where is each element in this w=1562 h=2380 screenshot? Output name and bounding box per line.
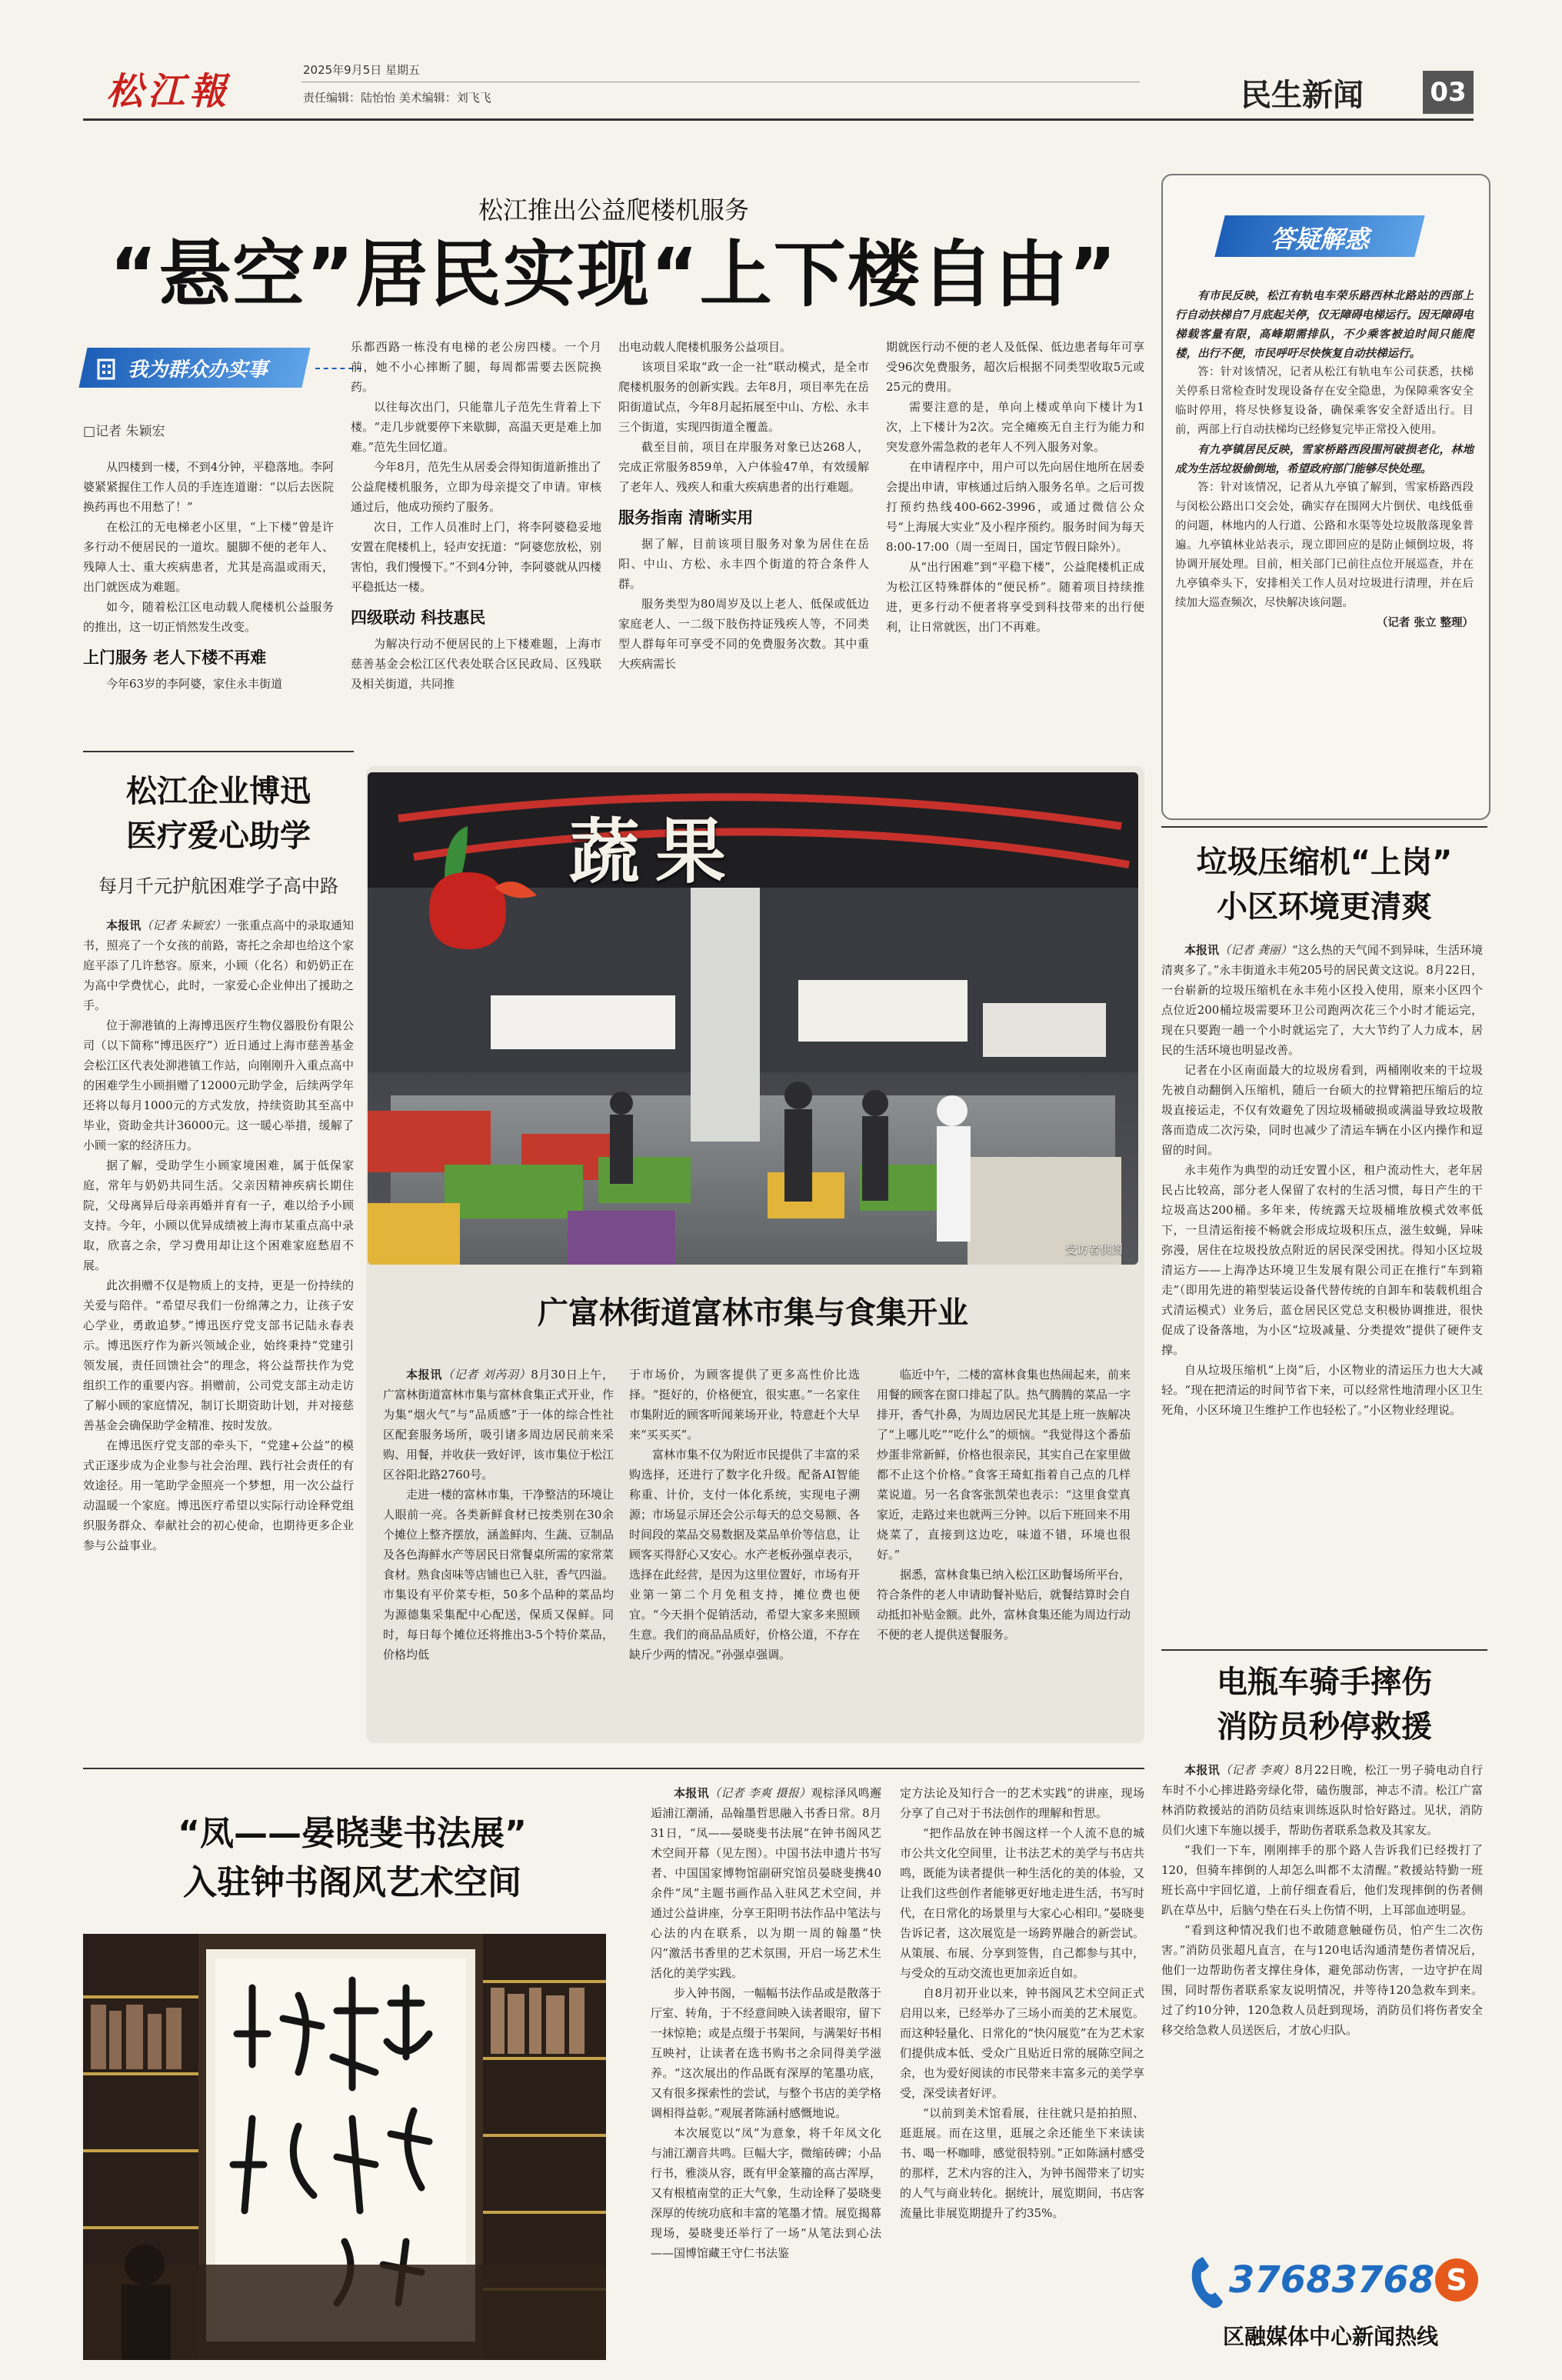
lead-headline: “悬空”居民实现“上下楼自由” <box>109 233 1118 317</box>
garbage-paragraph: 永丰苑作为典型的动迁安置小区，租户流动性大，老年居民占比较高，部分老人保留了农村的生活习惯，每日产生的干垃圾高达200桶。多年来，传统露天垃圾桶堆放模式效率低下，一旦清运衔接不畅就会形成垃圾积压点，滋生蚊蝇，异味弥漫，居住在垃圾投放点附近的居民深受困扰。得知小区垃圾清运方——上海净达环境卫生发展有限公司正在推行“车到箱走”（即用先进的箱型装运设备代替传统的自卸车和装载机组合式清运模式）业务后，蓝仓居民区党总支积极协调推进，很快促成了设备落地，为小区“垃圾减量、分类提效”提供了硬件支撑。 <box>1161 1163 1483 1357</box>
market-paragraph: 据悉，富林食集已纳入松江区助餐场所平台，符合条件的老人申请助餐补贴后，就餐结算时会自动抵扣补贴金额。此外，富林食集还能为周边行动不便的老人提供送餐服务。 <box>877 1568 1131 1642</box>
column-tag-label: 我为群众办实事 <box>128 358 268 382</box>
lead-paragraph: 次日，工作人员准时上门，将李阿婆稳妥地安置在爬楼机上，轻声安抚道：“阿婆您放松，别害怕，我们慢慢下。”不到4分钟，李阿婆就从四楼平稳抵达一楼。 <box>351 520 601 594</box>
lead-subhead: 四级联动 科技惠民 <box>351 608 486 627</box>
lead-paragraph: 期就医行动不便的老人及低保、低边患者每年可享受96次免费服务，超次后根据不同类型收取5元或25元的费用。 <box>886 340 1144 394</box>
calligraphy-reporter: （记者 李爽 摄报） <box>708 1786 811 1800</box>
corp-paragraph: 据了解，受助学生小顾家境困难，属于低保家庭，常年与奶奶共同生活。父亲因精神疾病长期住院，父母离异后母亲再婚并育有一子，难以给予小顾支持。今年，小顾以优异成绩被上海市某重点高中录取，欣喜之余，学习费用却让这个困难家庭愁眉不展。 <box>83 1158 354 1272</box>
lead-paragraph: 从“出行困难”到“平稳下楼”，公益爬楼机正成为松江区特殊群体的“便民桥”。随着项目持续推进，更多行动不便者将享受到科技带来的出行便利，让日常就医，出门不再难。 <box>886 560 1144 634</box>
garbage-reporter: （记者 龚丽） <box>1219 943 1292 957</box>
lead-paragraph: 服务类型为80周岁及以上老人、低保或低边家庭老人、一二级下肢伤持证残疾人等，不同类型人群每年可享受不同的免费服务次数。其中重大疾病需长 <box>618 597 869 671</box>
lead-column-1 <box>83 457 334 694</box>
garbage-body <box>1161 940 1483 1420</box>
editor-credits: 责任编辑：陆怡怡 美术编辑：刘飞飞 <box>303 91 491 105</box>
issue-date: 2025年9月5日 星期五 <box>303 63 421 77</box>
photo-credit: 受访者供图 <box>1064 1242 1123 1256</box>
calligraphy-headline-line: 入驻钟书阁风艺术空间 <box>183 1863 521 1902</box>
lead-subhead: 服务指南 清晰实用 <box>618 508 754 527</box>
market-paragraph: 于市场价，为顾客提供了更多高性价比选择。“挺好的，价格便宜，很实惠。”一名家住市集附近的顾客听闻莱场开业，特意赶个大早来“买买买”。 <box>629 1368 861 1442</box>
lead-paragraph: 从四楼到一楼，不到4分钟，平稳落地。李阿婆紧紧握住工作人员的手连连道谢：“以后去医院换药再也不用愁了！” <box>83 460 334 514</box>
market-column-1 <box>383 1365 614 1665</box>
garbage-paragraph: 记者在小区南面最大的垃圾房看到，两桶刚收来的干垃圾先被自动翻倒入压缩机，随后一台硕大的拉臂箱把压缩后的垃圾直接运走，不仅有效避免了因垃圾桶破损或满溢导致垃圾散落而造成二次污染，同时也减少了清运车辆在小区内操作和逗留的时间。 <box>1161 1063 1483 1157</box>
market-sign: 蔬果 <box>569 811 742 893</box>
rescue-headline-line: 消防员秒停救援 <box>1217 1709 1432 1745</box>
garbage-headline-line: 垃圾压缩机“上岗” <box>1196 845 1453 880</box>
hotline-box <box>1184 2254 1477 2354</box>
lead-column-3 <box>618 337 869 674</box>
lead-paragraph: 需要注意的是，单向上楼或单向下楼计为1次，上下楼计为2次。完全瘫痪无自主行为能力和突发意外需急救的老年人不列入服务对象。 <box>886 400 1144 454</box>
lead-kicker: 松江推出公益爬楼机服务 <box>478 195 749 225</box>
market-reporter: （记者 刘芮羽） <box>442 1368 531 1382</box>
market-column-2 <box>629 1365 860 1665</box>
qa-tag-label: 答疑解惑 <box>1270 225 1369 254</box>
rescue-body <box>1161 1760 1483 2040</box>
masthead <box>83 28 1474 120</box>
phone-icon <box>1189 2255 1227 2311</box>
qa-answer: 答：针对该情况，记者从九亭镇了解到，雪家桥路西段与闵松公路出口交会处，确实存在围网大片倒伏、电线低垂的问题，林地内的人行道、公路和水渠等处垃圾散落现象普遍。九亭镇林业站表示，现立即回应的是防止倾倒垃圾，将协调开展处理。目前，相关部门已前往点位开展巡查，并在九亭镇牵头下，安排相关工作人员对垃圾进行清理，并在后续加大巡查频次，尽快解决该问题。 <box>1175 482 1474 609</box>
lead-paragraph: 在松江的无电梯老小区里，“上下楼”曾是许多行动不便居民的一道坎。腿脚不便的老年人、残障人士、重大疾病患者，尤其是高温或雨天，出门就医成为难题。 <box>83 520 334 594</box>
page-number: 03 <box>1423 71 1474 114</box>
corp-headline-line: 松江企业博迅 <box>126 774 311 809</box>
rescue-lead-label: 本报讯 <box>1184 1763 1221 1777</box>
lead-column-4 <box>886 337 1144 637</box>
garbage-lead-label: 本报讯 <box>1184 943 1220 957</box>
rescue-paragraph: “看到这种情况我们也不敢随意触碰伤员，怕产生二次伤害。”消防员张超凡直言，在与120电话沟通清楚伤者情况后，他们一边帮助伤者支撑住身体，避免部动伤害，一边守护在周围，同时帮伤者联系家友说明情况，并等待120急救车到来。过了约10分钟，120急救人员赶到现场，消防员们将伤者安全移交给急救人员送医后，才放心归队。 <box>1161 1923 1483 2037</box>
corp-headline-line: 医疗爱心助学 <box>126 818 311 854</box>
calligraphy-photo <box>83 1934 606 2360</box>
qa-tag <box>1220 215 1420 257</box>
market-column-3 <box>877 1365 1131 1645</box>
newspaper-logo: 松江報 <box>106 70 231 113</box>
market-photo <box>368 772 1138 1265</box>
corp-lead-label: 本报讯 <box>106 918 142 932</box>
corp-paragraph: 位于泖港镇的上海博迅医疗生物仪器股份有限公司（以下简称“博迅医疗”）近日通过上海市慈善基金会松江区代表处泖港镇工作站，向刚刚升入重点高中的困难学生小顾捐赠了12000元助学金，后续两学年还将以每月1000元的方式发放，持续资助其至高中毕业，资助金共计36000元。这一暖心举措，缓解了小顾一家的经济压力。 <box>83 1018 354 1152</box>
lead-paragraph: 截至目前，项目在岸服务对象已达268人，完成正常服务859单，入户体验47单，有效缓解了老年人、残疾人和重大疾病患者的出行难题。 <box>618 440 869 494</box>
market-paragraph: 8月30日上午，广富林街道富林市集与富林食集正式开业，作为集“烟火气”与“品质感”于一体的综合性社区配套服务场所，吸引诸多周边居民前来采购、用餐，并收获一致好评，该市集位于松江区谷阳北路2760号。 <box>383 1368 614 1482</box>
calligraphy-paragraph: 本次展览以“凤”为意象，将千年凤文化与浦江潮音共鸣。巨幅大字，微缩砖碑；小品行书，雅淡从容，既有甲金篆籀的高古浑厚，又有根植南堂的正大气象，生动诠释了晏晓斐深厚的传统功底和丰富的笔墨才情。展览揭幕现场，晏晓斐还举行了一场“从笔法到心法——国博馆藏王守仁书法鉴 <box>651 2126 882 2260</box>
corp-paragraph: 此次捐赠不仅是物质上的支持，更是一份持续的关爱与陪伴。“希望尽我们一份绵薄之力，让孩子安心学业，勇敢追梦。”博迅医疗党支部书记陆永春表示。博迅医疗作为新兴领域企业，始终秉持“党建引领发展，责任回馈社会”的理念，将公益帮扶作为党组织工作的重要内容。捐赠前，公司党支部主动走访了解小顾的家庭情况，制订长期资助计划，并对接慈善基金会确保助学金精准、按时发放。 <box>83 1278 354 1432</box>
calligraphy-paragraph: 自8月初开业以来，钟书阁风艺术空间正式启用以来，已经举办了三场小而美的艺术展览。而这种轻量化、日常化的“快闪展览”在为艺术家们提供成本低、受众广且贴近日常的展陈空间之余，也为爱好阅读的市民带来丰富多元的美学享受，深受读者好评。 <box>900 1986 1144 2100</box>
lead-paragraph: 以往每次出门，只能靠儿子范先生背着上下楼。“走几步就要停下来歇脚，高温天更是难上加难。”范先生回忆道。 <box>351 400 601 454</box>
garbage-headline <box>1161 840 1487 929</box>
rescue-paragraph: “我们一下车，刚刚摔手的那个路人告诉我们已经拨打了120，但骑车摔倒的人却怎么叫都不太清醒。”救援站特勤一班班长高中宇回忆道，上前仔细查看后，他们发现摔倒的伤者侧趴在草丛中，后脑勺垫在石头上伤情不明，上耳部血迹明显。 <box>1161 1843 1483 1917</box>
calligraphy-paragraph: 观棕泽风鸣邂逅浦江潮涌，品翰墨哲思融入书香日常。8月31日，“凤——晏晓斐书法展”在钟书阁风艺术空间开幕（见左图）。中国书法申遗片书写者、中国国家博物馆副研究馆员晏晓斐携40余件“凤”主题书画作品入驻风艺术空间，并通过公益讲座，分享王阳明书法作品中笔法与心法的内在联系，以为期一周的翰墨“快闪”激活书香里的艺术氛围，开启一场艺术生活化的美学实践。 <box>651 1786 882 1980</box>
rescue-headline-line: 电瓶车骑手摔伤 <box>1217 1665 1432 1700</box>
garbage-headline-line: 小区环境更清爽 <box>1217 889 1432 925</box>
column-tag <box>83 348 306 388</box>
lead-paragraph: 在申请程序中，用户可以先向居住地所在居委会提出申请，审核通过后纳入服务名单。之后可拨打预约热线400-662-3996，或通过微信公众号“上海展大实业”及小程序预约。服务时间为每天8:00-17:00（周一至周日，国定节假日除外）。 <box>886 460 1144 554</box>
market-paragraph: 富林市集不仅为附近市民提供了丰富的采购选择，还进行了数字化升级。配备AI智能称重、计价，支付一体化系统，实现电子溯源；市场显示屏还会公示每天的总交易额、各时间段的菜品交易数据及菜品单价等信息，让顾客买得舒心又安心。水产老板孙强卓表示，选择在此经营，是因为这里位置好，市场有开业第一第二个月免租支持，摊位费也便宜。“今天捐个促销活动，希望大家多来照顾生意。我们的商品品质好，价格公道，不存在缺斤少两的情况。”孙强卓强调。 <box>629 1448 861 1662</box>
calligraphy-lead-label: 本报讯 <box>674 1786 709 1800</box>
hotline-label: 区融媒体中心新闻热线 <box>1222 2324 1438 2349</box>
calligraphy-headline <box>83 1809 621 1908</box>
building-icon <box>95 355 118 380</box>
garbage-paragraph: “这么热的天气闻不到异味，生活环境清爽多了。”永丰街道永丰苑205号的居民黄文这说。8月22日，一台崭新的垃圾压缩机在永丰苑小区投入使用，原来小区四个点位近200桶垃圾需要环卫公司跑两次花三个小时才能运完，现在只要跑一趟一个小时就运完了，大大节约了人力成本，居民的生活环境也明显改善。 <box>1161 943 1483 1057</box>
market-paragraph: 临近中午，二楼的富林食集也热闹起来，前来用餐的顾客在窗口排起了队。热气腾腾的菜品一字排开，香气扑鼻，为周边居民尤其是上班一族解决了“上哪儿吃”“吃什么”的烦恼。“我觉得这个番茄炒蛋非常新鲜，价格也很亲民，其实自己在家里做都不止这个价格。”食客王琦虹指着自己点的几样菜说道。另一名食客张凯荣也表示：“这里食堂真家近，走路过来也就两三分钟。以后下班回来不用烧菜了，直接到这边吃，味道不错，环境也很好。” <box>877 1368 1131 1562</box>
lead-subhead: 上门服务 老人下楼不再难 <box>83 648 267 667</box>
lead-paragraph: 乐都西路一栋没有电梯的老公房四楼。一个月前，她不小心摔断了腿，每周都需要去医院换药。 <box>351 340 601 394</box>
calligraphy-paragraph: 定方法论及知行合一的艺术实践”的讲座，现场分享了自己对于书法创作的理解和哲思。 <box>900 1786 1144 1820</box>
lead-paragraph: 出电动载人爬楼机服务公益项目。 <box>618 340 792 354</box>
qa-answer: 答：针对该情况，记者从松江有轨电车公司获悉，扶梯关停系日常检查时发现设备存在安全隐患，为保障乘客安全临时停用，将尽快修复设备，确保乘客安全舒适出行。目前，两部上行自动扶梯均已经修复完毕正常投入使用。 <box>1175 366 1474 436</box>
qa-signoff: （记者 张立 整理） <box>1376 616 1474 629</box>
calligraphy-paragraph: “把作品放在钟书阁这样一个人流不息的城市公共文化空间里，让书法艺术的美学与书店共鸣，既能为读者提供一种生活化的美的体验，又让我们这些创作者能够更好地走进生活，书写时代，在日常化的场景里与大家心心相印。”晏晓斐告诉记者，这次展览是一场跨界融合的新尝试。从策展、布展、分享到签售，自己都参与其中，与受众的互动交流也更加亲近自如。 <box>900 1826 1144 1980</box>
calligraphy-column-1 <box>651 1783 881 2263</box>
rescue-reporter: （记者 李爽） <box>1220 1763 1295 1777</box>
rescue-paragraph: 8月22日晚，松江一男子骑电动自行车时不小心摔进路旁绿化带，磕伤腹部，神志不清。松江广富林消防救援站的消防员结束训练返队时恰好路过。见状，消防员们火速下车施以援手，帮助伤者联系急救及其家友。 <box>1161 1763 1483 1837</box>
media-logo-icon: S <box>1435 2258 1478 2302</box>
corp-headline <box>83 769 354 858</box>
market-paragraph: 走进一楼的富林市集，干净整洁的环境让人眼前一亮。各类新鲜食材已按类别在30余个摊位上整齐摆放，涵盖鲜肉、生蔬、豆制品及各色海鲜水产等居民日常餐桌所需的家常菜食材。熟食卤味等店铺也已入驻，香气四溢。市集设有平价菜专柜，50多个品种的菜品均为源德集采集配中心配送，保质又保鲜。同时，每日每个摊位还将推出3-5个特价菜品，价格均低 <box>383 1488 614 1662</box>
garbage-paragraph: 自从垃圾压缩机“上岗”后，小区物业的清运压力也大大减轻。“现在把清运的时间节省下来，可以经常性地清理小区卫生死角，小区环境卫生维护工作也轻松了。”小区物业经理说。 <box>1161 1363 1483 1417</box>
lead-paragraph: 据了解，目前该项目服务对象为居住在岳阳、中山、方松、永丰四个街道的符合条件人群。 <box>618 537 869 591</box>
lead-paragraph: 今年63岁的李阿婆，家住永丰街道 <box>106 677 283 691</box>
lead-paragraph: 为解决行动不便居民的上下楼难题，上海市慈善基金会松江区代表处联合区民政局、区残联及相关街道，共同推 <box>351 637 601 691</box>
corp-reporter: （记者 朱颖宏） <box>141 918 226 932</box>
corp-paragraph: 在博迅医疗党支部的牵头下，“党建+公益”的模式正逐步成为企业参与社会治理、践行社会责任的有效途径。用一笔助学金照亮一个梦想，用一次公益行动温暖一个家庭。博迅医疗希望以实际行动诠释党组织服务群众、奉献社会的初心使命，也期待更多企业参与公益事业。 <box>83 1438 354 1552</box>
market-headline: 广富林街道富林市集与食集开业 <box>538 1295 968 1331</box>
market-lead-label: 本报讯 <box>406 1368 443 1382</box>
calligraphy-paragraph: “以前到美术馆看展，往往就只是拍拍照、逛逛展。而在这里，逛展之余还能坐下来读读书、喝一杯咖啡，感觉很特别。”正如陈涵村感受的那样，艺术内容的注入，为钟书阁带来了切实的人气与商业转化。据统计，展览期间，书店客流量比非展览期提升了约35%。 <box>900 2106 1144 2220</box>
hotline-number: 37683768 <box>1229 2258 1435 2302</box>
lead-byline: □记者 朱颖宏 <box>83 424 165 439</box>
calligraphy-headline-line: “凤——晏晓斐书法展” <box>178 1814 527 1853</box>
corp-paragraph: 一张重点高中的录取通知书，照亮了一个女孩的前路，寄托之余却也给这个家庭平添了几许愁容。原来，小顾（化名）和奶奶正在为高中学费忧心，此时，一家爱心企业伸出了援助之手。 <box>83 918 354 1012</box>
lead-paragraph: 如今，随着松江区电动载人爬楼机公益服务的推出，这一切正悄然发生改变。 <box>83 600 334 634</box>
corp-body <box>83 915 354 1555</box>
lead-paragraph: 今年8月，范先生从居委会得知街道新推出了公益爬楼机服务，立即为母亲提交了申请。审核通过后，他成功预约了服务。 <box>351 460 601 514</box>
qa-question: 有九亭镇居民反映，雪家桥路西段围河破损老化，林地成为生活垃圾偷倒地，希望政府部门能够尽快处理。 <box>1175 443 1474 475</box>
qa-question: 有市民反映，松江有轨电车荣乐路西林北路站的西部上行自动扶梯自7月底起关停，仅无障碍电梯运行。因无障碍电梯载客量有限，高峰期需排队，不少乘客被迫时间只能爬楼，出行不便，市民呼吁尽快恢复自动扶梯运行。 <box>1175 289 1474 360</box>
section-title: 民生新闻 <box>1241 77 1364 113</box>
corp-subtitle: 每月千元护航困难学子高中路 <box>98 875 338 897</box>
qa-content <box>1175 286 1474 632</box>
calligraphy-column-2 <box>900 1783 1144 2223</box>
lead-paragraph: 该项目采取“政一企一社”联动模式，是全市爬楼机服务的创新实践。去年8月，项目率先在岳阳街道试点，今年8月起拓展至中山、方松、永丰三个街道，实现四街道全覆盖。 <box>618 360 869 434</box>
calligraphy-paragraph: 步入钟书阁，一幅幅书法作品或是散落于厅室、转角，于不经意间映入读者眼帘，留下一抹惊艳；或是点缀于书架间，与满架好书相互映衬，让读者在选书购书之余同得美学滋养。“这次展出的作品既有深厚的笔墨功底，又有很多探索性的尝试，与整个书店的美学格调相得益彰。”观展者陈涵村感慨地说。 <box>651 1986 882 2120</box>
rescue-headline <box>1161 1660 1487 1749</box>
lead-column-2 <box>351 337 601 694</box>
